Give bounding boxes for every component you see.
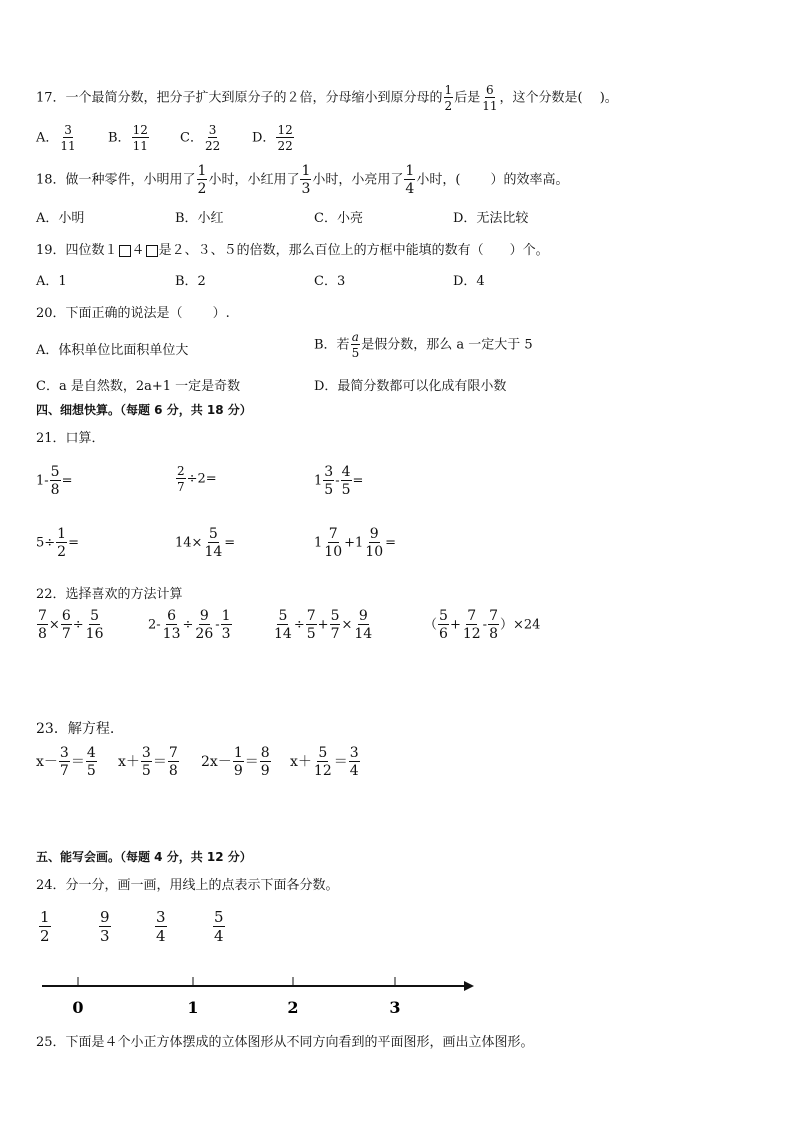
q19-option-d[interactable]: D．4 — [453, 274, 485, 289]
option-c[interactable]: C． $\frac{3}{22}$ — [180, 123, 221, 153]
q21-expr-5: 14× $\frac{5}{14}$ = — [175, 526, 236, 560]
blank-box[interactable] — [146, 245, 158, 257]
question-20-stem: 20．下面正确的说法是（ ）. — [36, 306, 230, 321]
q24-fraction-2: $\frac{9}{3}$ — [100, 908, 110, 945]
q21-expr-2: $\frac{2}{7}$ ÷2= — [177, 464, 217, 494]
tick-label-0: 0 — [72, 998, 84, 1017]
q22-expr-4: （ $\frac{5}{6}$ + $\frac{7}{12}$ - $\frac{7}{8}$ ）×24 — [424, 608, 541, 642]
q18-text: 小时，小红用了 — [208, 172, 300, 188]
q22-title: 22．选择喜欢的方法计算 — [36, 587, 183, 602]
q19-option-a[interactable]: A．1 — [36, 274, 67, 289]
fraction: $\frac{6}{11}$ — [482, 83, 498, 113]
q18-option-c[interactable]: C．小亮 — [314, 211, 363, 226]
q19-option-b[interactable]: B．2 — [175, 274, 206, 289]
option-b[interactable]: B． $\frac{12}{11}$ — [108, 123, 148, 153]
q19-text: 19．四位数１ — [36, 243, 118, 258]
q24-fraction-3: $\frac{3}{4}$ — [156, 908, 166, 945]
q18-text: 18．做一种零件，小明用了 — [36, 172, 196, 188]
q21-title: 21．口算． — [36, 431, 105, 446]
section-4-heading: 四、细想快算。（每题 6 分，共 18 分） — [36, 403, 252, 417]
question-17 — [36, 84, 618, 112]
q17-stem-c: ，这个分数是( )。 — [499, 90, 618, 106]
tick-label-1: 1 — [187, 998, 199, 1017]
q20-option-d[interactable]: D．最简分数都可以化成有限小数 — [314, 379, 507, 394]
q19-option-c[interactable]: C．3 — [314, 274, 346, 289]
arrow-head-icon — [464, 981, 474, 991]
q25-title: 25．下面是４个小正方体摆成的立体图形从不同方向看到的平面图形，画出立体图形。 — [36, 1035, 534, 1050]
fraction: $\frac{1}{2}$ — [444, 83, 453, 113]
q17-stem-a: 17．一个最简分数，把分子扩大到原分子的２倍，分母缩小到原分母的 — [36, 90, 443, 106]
question-19 — [36, 239, 549, 258]
q23-eq-3: 2x－ $\frac{1}{9}$ ＝ $\frac{8}{9}$ — [201, 745, 270, 779]
fraction: $\frac{1}{2}$ — [197, 163, 207, 197]
q23-eq-2: x＋ $\frac{3}{5}$ ＝ $\frac{7}{8}$ — [118, 745, 178, 779]
q18-text: 小时，( ）的效率高。 — [416, 172, 569, 188]
q24-fraction-4: $\frac{5}{4}$ — [214, 908, 224, 945]
tick-label-2: 2 — [287, 998, 299, 1017]
q18-option-a[interactable]: A．小明 — [36, 211, 85, 226]
fraction: $\frac{1}{4}$ — [405, 163, 415, 197]
q20-option-c[interactable]: C．a 是自然数，2a+1 一定是奇数 — [36, 379, 241, 394]
q20-option-a[interactable]: A．体积单位比面积单位大 — [36, 343, 189, 358]
q18-option-b[interactable]: B．小红 — [175, 211, 224, 226]
question-18 — [36, 164, 569, 196]
q18-option-d[interactable]: D．无法比较 — [453, 211, 529, 226]
q23-title: 23．解方程. — [36, 721, 115, 737]
q21-expr-3: 1 $\frac{3}{5}$ - $\frac{4}{5}$ = — [314, 464, 364, 498]
q21-expr-4: 5÷ $\frac{1}{2}$ = — [36, 526, 79, 560]
q21-expr-6: 1 $\frac{7}{10}$ +1 $\frac{9}{10}$ = — [314, 526, 397, 560]
q17-options — [36, 124, 324, 152]
q19-text: 是２、３、５的倍数，那么百位上的方框中能填的数有（ ）个。 — [158, 243, 549, 258]
q22-expr-3: $\frac{5}{14}$ ÷ $\frac{7}{5}$ + $\frac{5}{7}$ × $\frac{9}{14}$ — [274, 608, 373, 642]
q23-eq-1: x－ $\frac{3}{7}$ ＝ $\frac{4}{5}$ — [36, 745, 96, 779]
fraction: $\frac{1}{3}$ — [301, 163, 311, 197]
q24-title: 24．分一分，画一画，用线上的点表示下面各分数。 — [36, 878, 339, 893]
q21-expr-1: 1- $\frac{5}{8}$ = — [36, 464, 73, 498]
q20-option-b[interactable]: B．若 $\frac{a}{5}$ 是假分数，那么 a 一定大于 5 — [314, 330, 533, 360]
blank-box[interactable] — [119, 245, 131, 257]
q23-eq-4: x＋ $\frac{5}{12}$ ＝ $\frac{3}{4}$ — [290, 745, 359, 779]
number-line[interactable] — [38, 968, 478, 1018]
section-5-heading: 五、能写会画。（每题 4 分，共 12 分） — [36, 850, 252, 864]
option-d[interactable]: D． $\frac{12}{22}$ — [252, 123, 293, 153]
option-a[interactable]: A． $\frac{3}{11}$ — [36, 123, 76, 153]
q19-text: ４ — [131, 243, 145, 258]
q22-expr-2: 2- $\frac{6}{13}$ ÷ $\frac{9}{26}$ - $\frac{1}{3}$ — [148, 608, 231, 642]
tick-label-3: 3 — [389, 998, 401, 1017]
q18-text: 小时，小亮用了 — [312, 172, 404, 188]
q24-fraction-1: $\frac{1}{2}$ — [40, 908, 50, 945]
q17-stem-b: 后是 — [454, 90, 481, 106]
q22-expr-1: $\frac{7}{8}$ × $\frac{6}{7}$ ÷ $\frac{5}{16}$ — [38, 608, 104, 642]
